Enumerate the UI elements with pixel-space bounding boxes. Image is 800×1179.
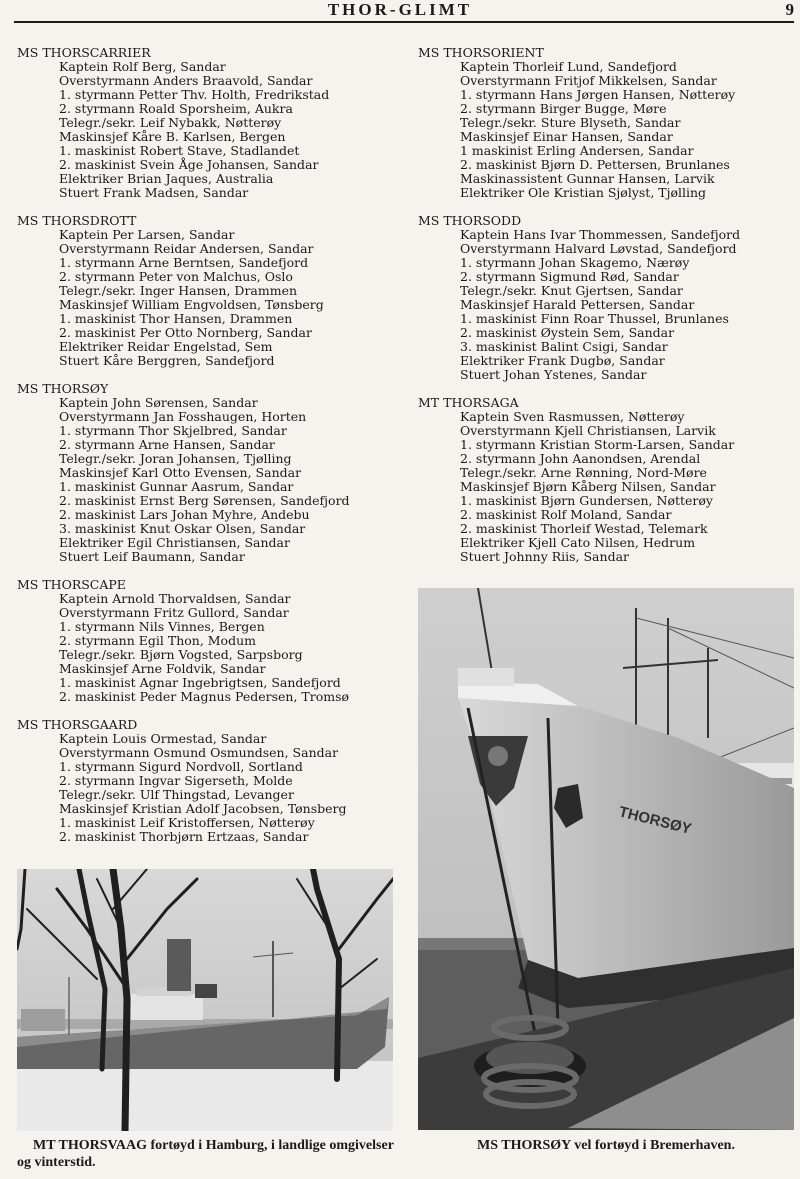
crew-member: 2. maskinist Øystein Sem, Sandar xyxy=(460,325,675,340)
crew-member: Telegr./sekr. Inger Hansen, Drammen xyxy=(59,283,298,298)
header-rule xyxy=(14,21,794,23)
crew-member: Overstyrmann Halvard Løvstad, Sandefjord xyxy=(460,241,737,256)
crew-member: Kaptein Louis Ormestad, Sandar xyxy=(59,731,267,746)
crew-list xyxy=(418,410,798,564)
crew-member: 2. styrmann Ingvar Sigerseth, Molde xyxy=(59,773,293,788)
ship-entry xyxy=(17,46,397,200)
crew-member: 2. maskinist Svein Åge Johansen, Sandar xyxy=(59,157,319,172)
crew-member: Elektriker Kjell Cato Nilsen, Hedrum xyxy=(460,535,696,550)
crew-member: Overstyrmann Jan Fosshaugen, Horten xyxy=(59,409,307,424)
crew-member: Maskinsjef William Engvoldsen, Tønsberg xyxy=(59,297,324,312)
crew-member: Elektriker Ole Kristian Sjølyst, Tjølling xyxy=(460,185,707,200)
crew-member: Maskinsjef Harald Pettersen, Sandar xyxy=(460,297,695,312)
crew-member: Maskinassistent Gunnar Hansen, Larvik xyxy=(460,171,715,186)
crew-member: 1. styrmann Arne Berntsen, Sandefjord xyxy=(59,255,309,270)
crew-member: Telegr./sekr. Bjørn Vogsted, Sarpsborg xyxy=(59,647,303,662)
crew-member: 2. styrmann Arne Hansen, Sandar xyxy=(59,437,275,452)
photo-thorsvaag xyxy=(17,869,393,1131)
crew-member: Maskinsjef Kåre B. Karlsen, Bergen xyxy=(59,129,286,144)
crew-member: 2. maskinist Rolf Moland, Sandar xyxy=(460,507,672,522)
crew-member: Kaptein Thorleif Lund, Sandefjord xyxy=(460,59,677,74)
hull-name: THORSØY xyxy=(617,803,694,838)
ship-name: MS THORSDROTT xyxy=(17,213,137,228)
crew-member: Stuert Frank Madsen, Sandar xyxy=(59,185,249,200)
ship-entry xyxy=(17,382,397,564)
photo-thorsoy xyxy=(418,588,794,1130)
crew-member: Kaptein Hans Ivar Thommessen, Sandefjord xyxy=(460,227,741,242)
ship-name: MS THORSGAARD xyxy=(17,717,138,732)
crew-member: 1. maskinist Finn Roar Thussel, Brunlanes xyxy=(460,311,729,326)
crew-list xyxy=(17,732,397,844)
ship-name: MT THORSAGA xyxy=(418,395,519,410)
crew-member: 1. styrmann Hans Jørgen Hansen, Nøtterøy xyxy=(460,87,736,102)
left-column xyxy=(17,46,397,858)
crew-member: Telegr./sekr. Joran Johansen, Tjølling xyxy=(59,451,292,466)
crew-member: 2. styrmann John Aanondsen, Arendal xyxy=(460,451,701,466)
crew-member: Overstyrmann Osmund Osmundsen, Sandar xyxy=(59,745,339,760)
crew-member: Maskinsjef Arne Foldvik, Sandar xyxy=(59,661,266,676)
crew-member: 2. styrmann Birger Bugge, Møre xyxy=(460,101,667,116)
crew-member: 1. maskinist Robert Stave, Stadlandet xyxy=(59,143,300,158)
magazine-title: THOR-GLIMT xyxy=(327,0,473,19)
crew-member: 2. maskinist Ernst Berg Sørensen, Sandefjord xyxy=(59,493,350,508)
crew-member: 3. maskinist Knut Oskar Olsen, Sandar xyxy=(59,521,306,536)
crew-list xyxy=(17,60,397,200)
crew-member: Overstyrmann Kjell Christiansen, Larvik xyxy=(460,423,716,438)
crew-member: 1. styrmann Petter Thv. Holth, Fredrikstad xyxy=(59,87,330,102)
crew-member: 1. maskinist Leif Kristoffersen, Nøtterøy xyxy=(59,815,315,830)
page-header xyxy=(0,0,800,22)
ship-entry xyxy=(17,578,397,704)
crew-member: 1. styrmann Kristian Storm-Larsen, Sandar xyxy=(460,437,735,452)
crew-member: 1. styrmann Sigurd Nordvoll, Sortland xyxy=(59,759,303,774)
crew-member: 2. styrmann Peter von Malchus, Oslo xyxy=(59,269,293,284)
crew-member: 1. styrmann Thor Skjelbred, Sandar xyxy=(59,423,287,438)
ship-entry xyxy=(418,46,798,200)
caption-thorsvaag: MT THORSVAAG fortøyd i Hamburg, i landlige omgivelser og vinterstid. xyxy=(17,1138,394,1170)
crew-member: Kaptein Per Larsen, Sandar xyxy=(59,227,235,242)
ship-entry xyxy=(418,214,798,382)
crew-member: 2. maskinist Thorleif Westad, Telemark xyxy=(460,521,708,536)
crew-member: Overstyrmann Fritjof Mikkelsen, Sandar xyxy=(460,73,717,88)
crew-member: 2. maskinist Peder Magnus Pedersen, Tromsø xyxy=(59,689,350,704)
crew-member: Kaptein Sven Rasmussen, Nøtterøy xyxy=(460,409,685,424)
crew-member: Telegr./sekr. Arne Rønning, Nord-Møre xyxy=(460,465,707,480)
crew-member: Stuert Johan Ystenes, Sandar xyxy=(460,367,647,382)
crew-member: Stuert Kåre Berggren, Sandefjord xyxy=(59,353,275,368)
right-column xyxy=(418,46,798,578)
crew-member: Maskinsjef Kristian Adolf Jacobsen, Tønsberg xyxy=(59,801,347,816)
crew-member: 2. styrmann Sigmund Rød, Sandar xyxy=(460,269,679,284)
crew-member: 2. maskinist Thorbjørn Ertzaas, Sandar xyxy=(59,829,309,844)
crew-member: 1. maskinist Agnar Ingebrigtsen, Sandefjord xyxy=(59,675,341,690)
crew-member: Telegr./sekr. Sture Blyseth, Sandar xyxy=(460,115,681,130)
crew-member: Overstyrmann Fritz Gullord, Sandar xyxy=(59,605,289,620)
crew-member: Maskinsjef Einar Hansen, Sandar xyxy=(460,129,673,144)
crew-member: Stuert Johnny Riis, Sandar xyxy=(460,549,629,564)
crew-member: Overstyrmann Reidar Andersen, Sandar xyxy=(59,241,314,256)
crew-member: 1. maskinist Thor Hansen, Drammen xyxy=(59,311,293,326)
crew-list xyxy=(418,228,798,382)
crew-member: Telegr./sekr. Leif Nybakk, Nøtterøy xyxy=(59,115,282,130)
crew-member: Overstyrmann Anders Braavold, Sandar xyxy=(59,73,313,88)
crew-list xyxy=(418,60,798,200)
crew-member: 2. maskinist Lars Johan Myhre, Andebu xyxy=(59,507,310,522)
ship-name: MS THORSCARRIER xyxy=(17,45,151,60)
ship-name: MS THORSCAPE xyxy=(17,577,126,592)
crew-member: Elektriker Egil Christiansen, Sandar xyxy=(59,535,290,550)
ship-entry xyxy=(17,214,397,368)
page-number: 9 xyxy=(785,0,794,19)
crew-member: 1. styrmann Nils Vinnes, Bergen xyxy=(59,619,265,634)
crew-member: Elektriker Brian Jaques, Australia xyxy=(59,171,274,186)
ship-name: MS THORSØY xyxy=(17,381,109,396)
caption-thorsoy: MS THORSØY vel fortøyd i Bremerhaven. xyxy=(477,1138,735,1153)
thorsoy-photo-drawing xyxy=(418,588,794,1130)
crew-member: 1. styrmann Johan Skagemo, Nærøy xyxy=(460,255,690,270)
crew-member: 1 maskinist Erling Andersen, Sandar xyxy=(460,143,694,158)
crew-member: Elektriker Reidar Engelstad, Sem xyxy=(59,339,273,354)
crew-member: 3. maskinist Balint Csigi, Sandar xyxy=(460,339,668,354)
crew-member: 2. maskinist Per Otto Nornberg, Sandar xyxy=(59,325,312,340)
ship-name: MS THORSORIENT xyxy=(418,45,544,60)
crew-member: Kaptein Arnold Thorvaldsen, Sandar xyxy=(59,591,291,606)
thorsvaag-photo-drawing xyxy=(17,869,393,1131)
crew-member: 1. maskinist Bjørn Gundersen, Nøtterøy xyxy=(460,493,713,508)
crew-member: Kaptein John Sørensen, Sandar xyxy=(59,395,258,410)
ship-entry xyxy=(418,396,798,564)
crew-member: 2. styrmann Egil Thon, Modum xyxy=(59,633,256,648)
crew-member: Telegr./sekr. Ulf Thingstad, Levanger xyxy=(59,787,294,802)
ship-name: MS THORSODD xyxy=(418,213,522,228)
crew-list xyxy=(17,592,397,704)
crew-list xyxy=(17,396,397,564)
crew-member: 2. styrmann Roald Sporsheim, Aukra xyxy=(59,101,293,116)
crew-member: Elektriker Frank Dugbø, Sandar xyxy=(460,353,665,368)
crew-member: Stuert Leif Baumann, Sandar xyxy=(59,549,245,564)
crew-list xyxy=(17,228,397,368)
crew-member: 1. maskinist Gunnar Aasrum, Sandar xyxy=(59,479,294,494)
crew-member: Maskinsjef Karl Otto Evensen, Sandar xyxy=(59,465,302,480)
crew-member: 2. maskinist Bjørn D. Pettersen, Brunlanes xyxy=(460,157,730,172)
crew-member: Maskinsjef Bjørn Kåberg Nilsen, Sandar xyxy=(460,479,716,494)
ship-entry xyxy=(17,718,397,844)
crew-member: Kaptein Rolf Berg, Sandar xyxy=(59,59,226,74)
crew-member: Telegr./sekr. Knut Gjertsen, Sandar xyxy=(460,283,683,298)
